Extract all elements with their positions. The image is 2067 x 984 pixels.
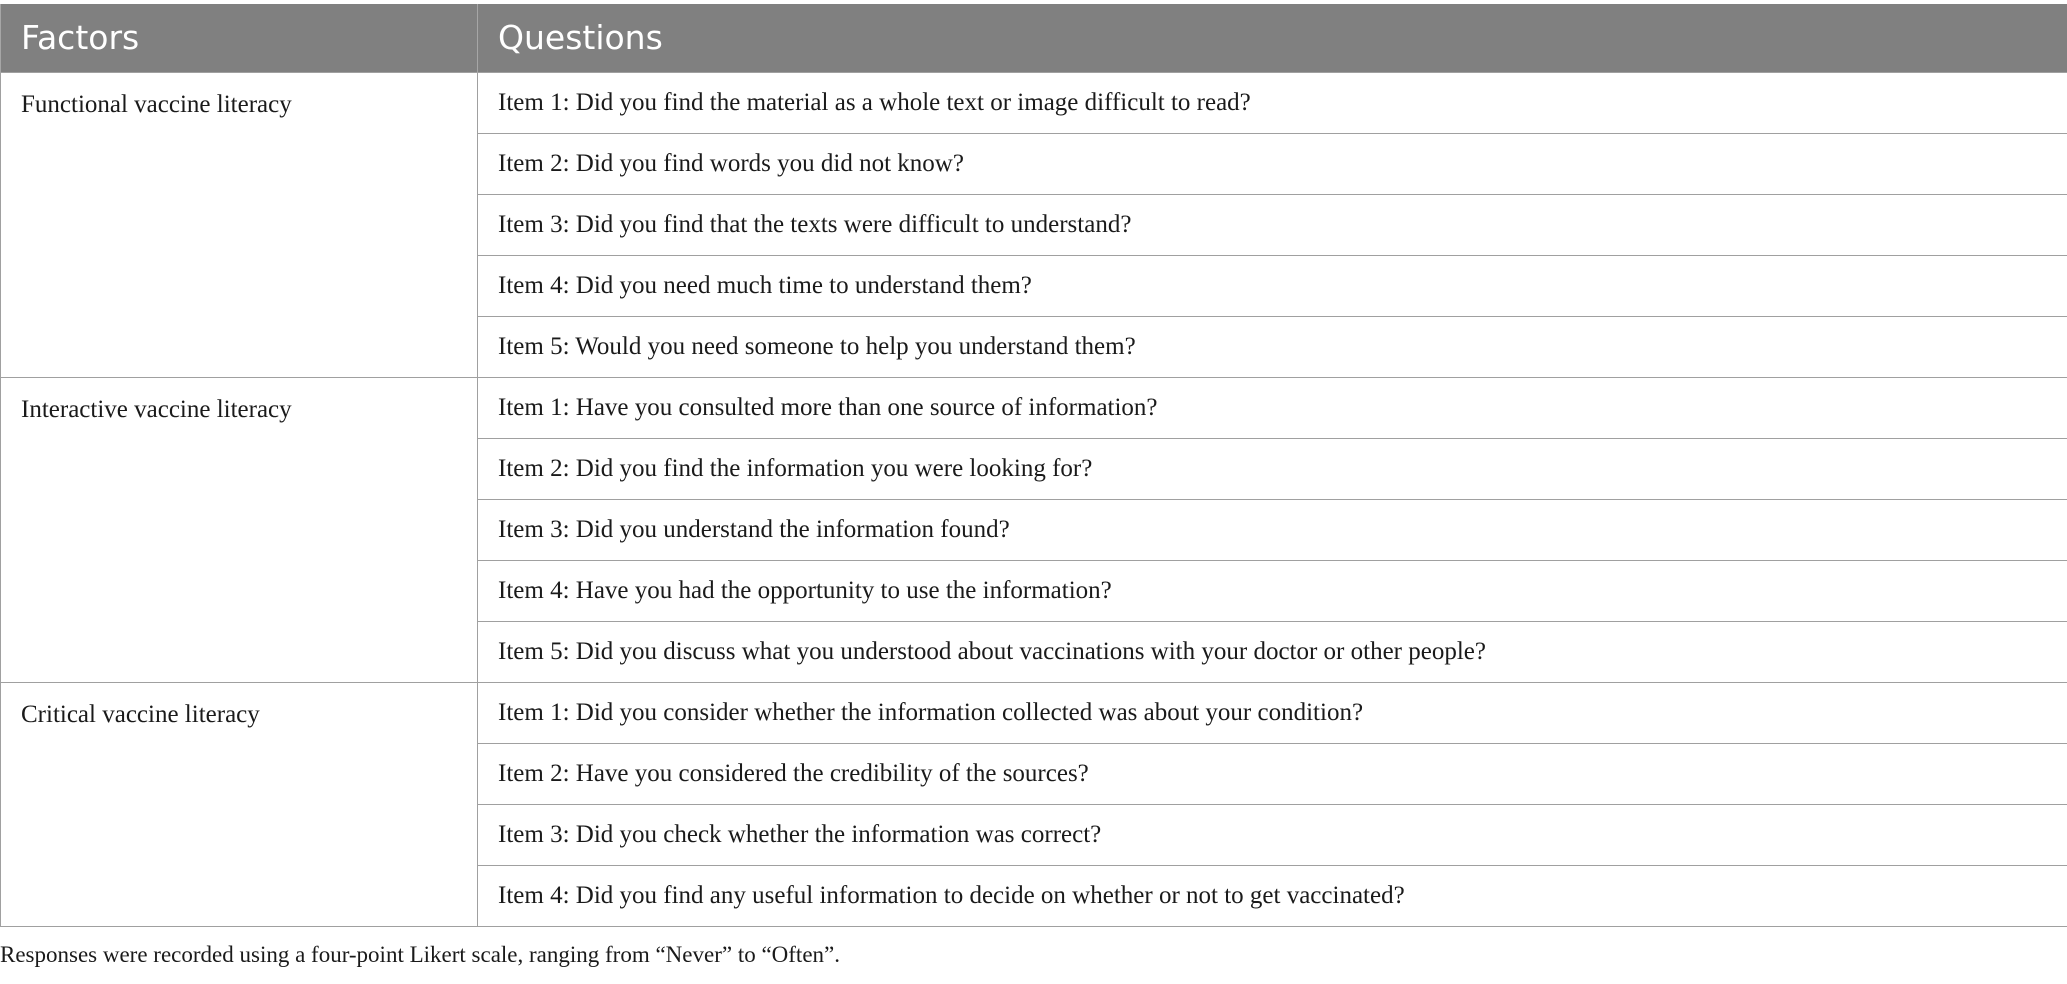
question-cell: Item 2: Have you considered the credibility of the sources? <box>478 743 2067 804</box>
table-header-row <box>1 4 2067 72</box>
question-cell: Item 4: Did you find any useful information to decide on whether or not to get vaccinated? <box>478 865 2067 926</box>
question-cell: Item 5: Would you need someone to help you understand them? <box>478 316 2067 377</box>
question-cell: Item 1: Did you find the material as a whole text or image difficult to read? <box>478 72 2067 133</box>
question-cell: Item 2: Did you find the information you were looking for? <box>478 438 2067 499</box>
question-cell: Item 3: Did you check whether the information was correct? <box>478 804 2067 865</box>
document-page <box>0 4 2067 927</box>
factor-critical: Critical vaccine literacy <box>1 682 478 926</box>
factor-functional: Functional vaccine literacy <box>1 72 478 377</box>
factor-interactive: Interactive vaccine literacy <box>1 377 478 682</box>
question-cell: Item 2: Did you find words you did not know? <box>478 133 2067 194</box>
table-row <box>1 72 2067 133</box>
header-factors: Factors <box>1 4 478 72</box>
table-row <box>1 682 2067 743</box>
question-cell: Item 1: Have you consulted more than one source of information? <box>478 377 2067 438</box>
vaccine-literacy-table <box>0 4 2067 927</box>
question-cell: Item 4: Did you need much time to understand them? <box>478 255 2067 316</box>
table-footnote: Responses were recorded using a four-point Likert scale, ranging from “Never” to “Often”. <box>0 942 840 967</box>
question-cell: Item 5: Did you discuss what you understood about vaccinations with your doctor or other people? <box>478 621 2067 682</box>
header-questions: Questions <box>478 4 2067 72</box>
question-cell: Item 3: Did you find that the texts were difficult to understand? <box>478 194 2067 255</box>
question-cell: Item 4: Have you had the opportunity to use the information? <box>478 560 2067 621</box>
table-row <box>1 377 2067 438</box>
question-cell: Item 3: Did you understand the information found? <box>478 499 2067 560</box>
question-cell: Item 1: Did you consider whether the information collected was about your condition? <box>478 682 2067 743</box>
